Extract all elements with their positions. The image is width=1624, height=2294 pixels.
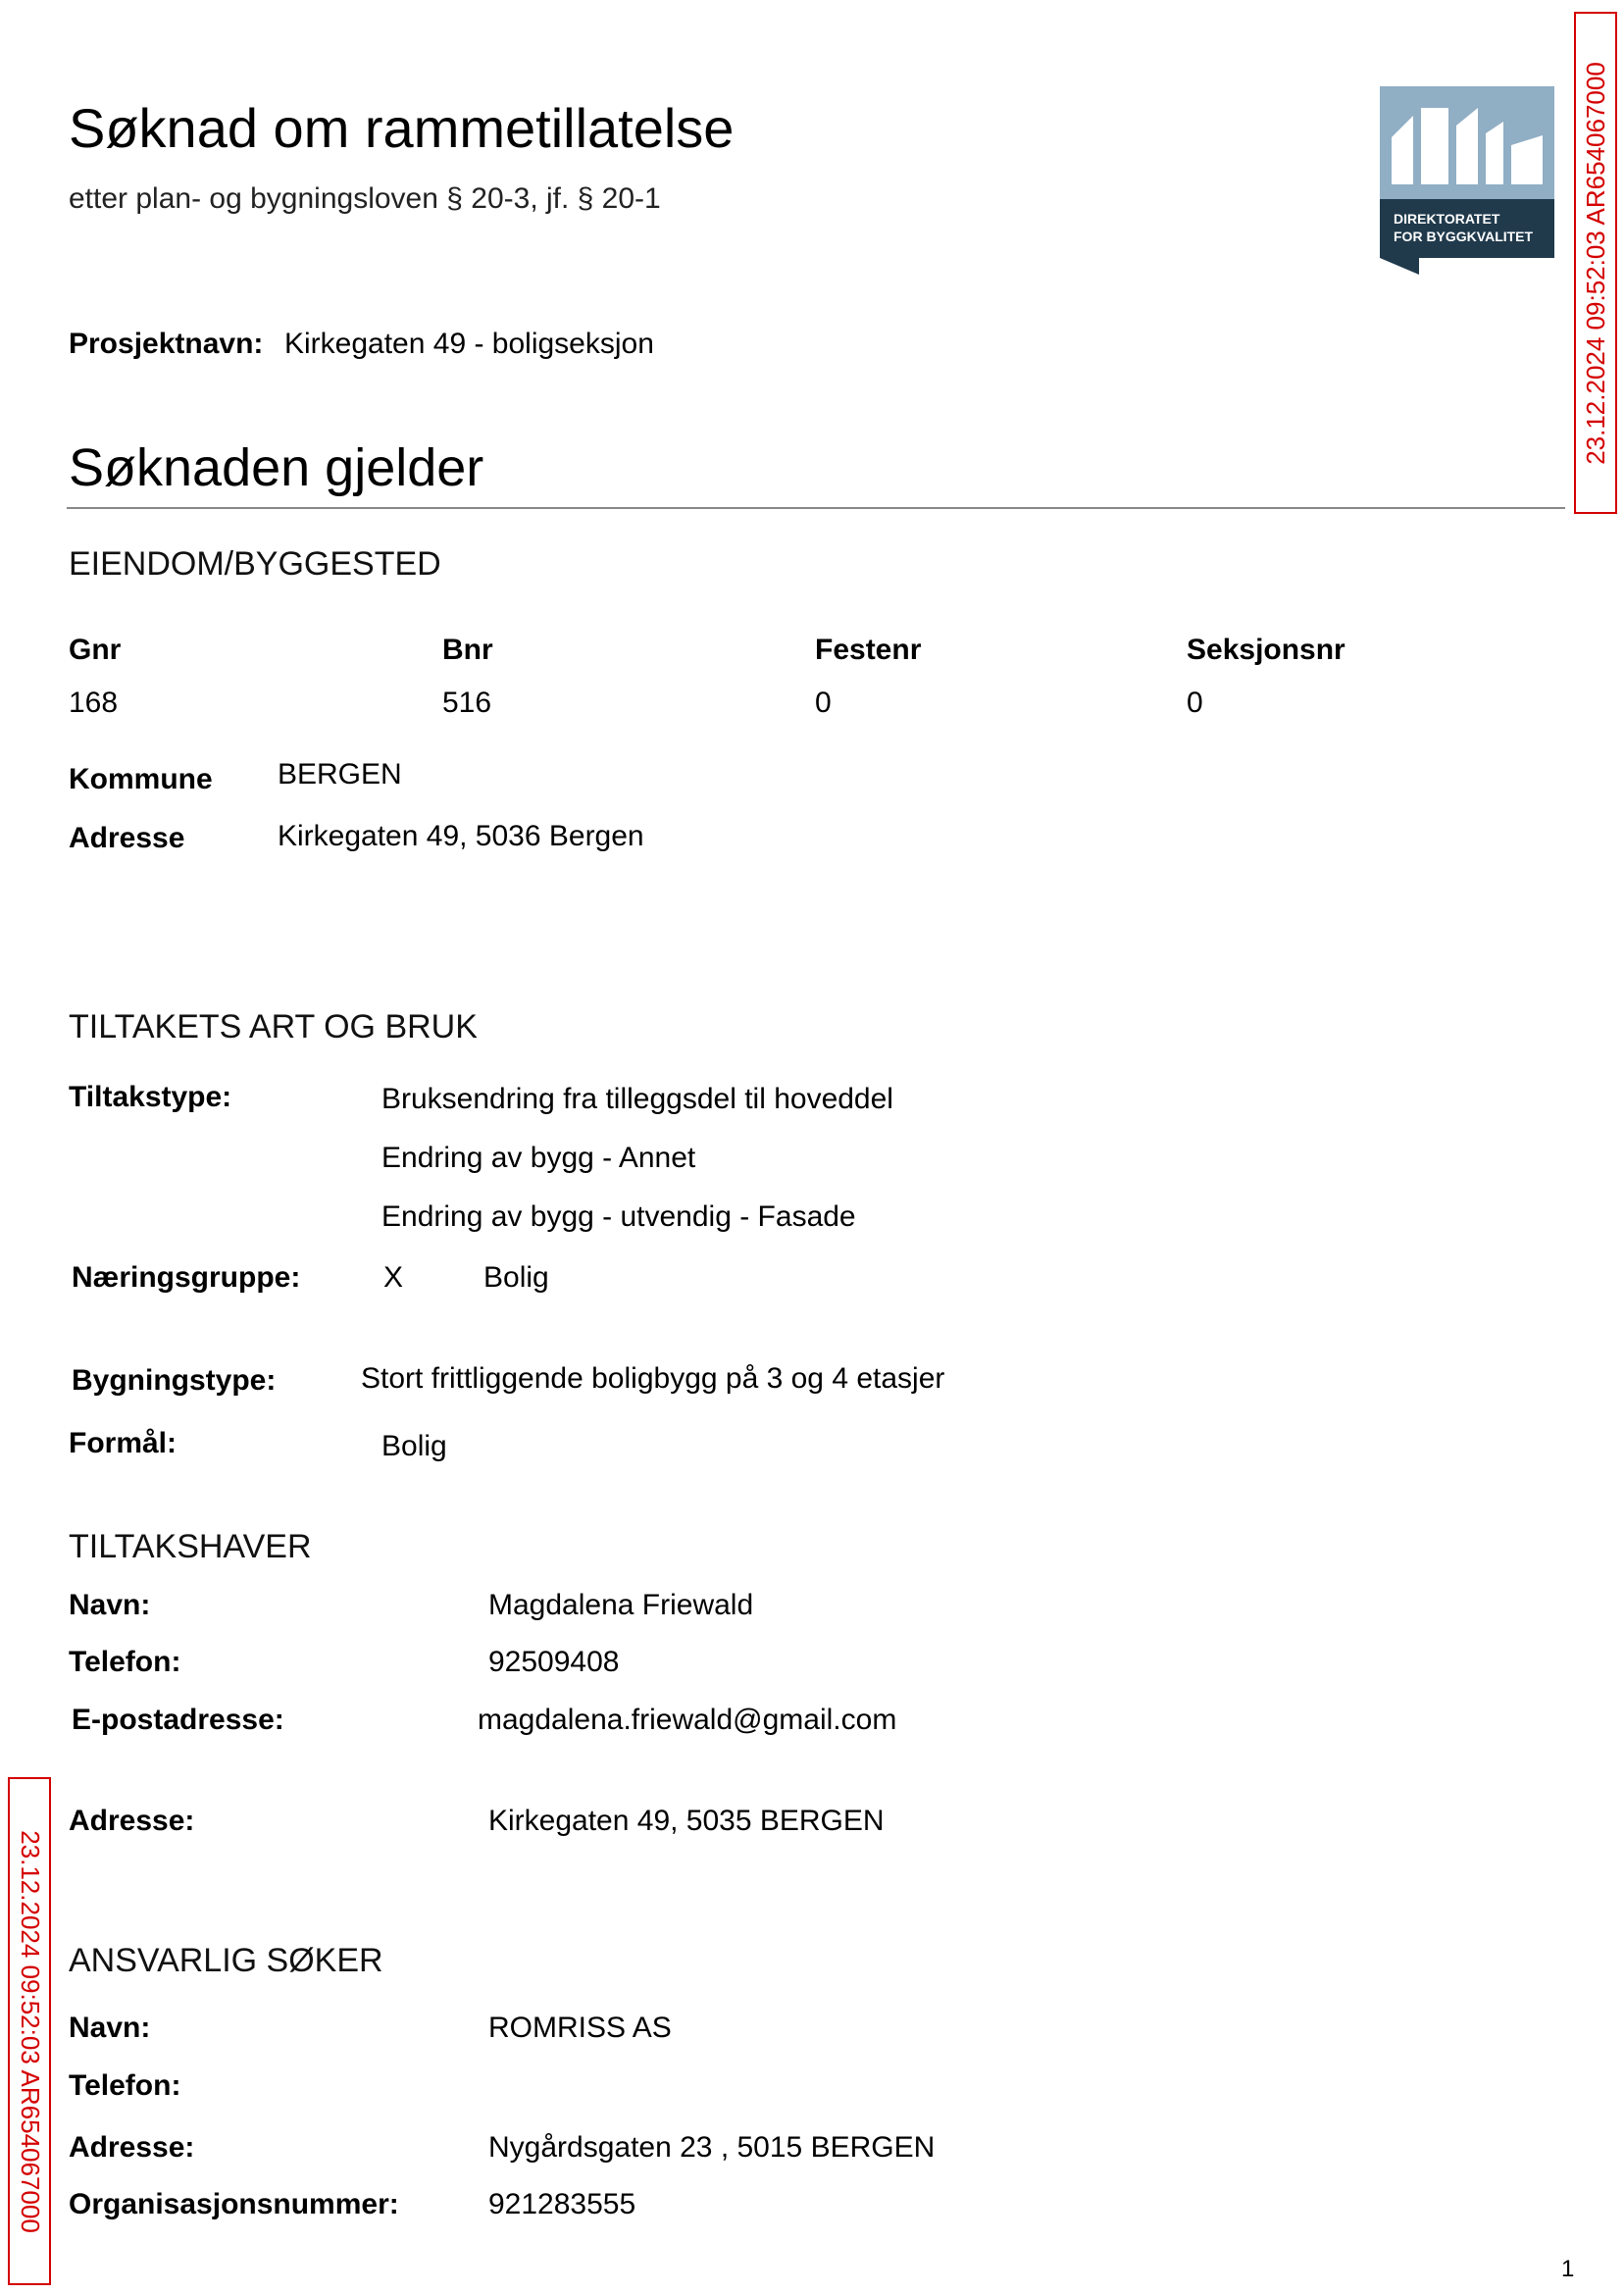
kommune-value: BERGEN	[278, 758, 402, 790]
adresse-value: Kirkegaten 49, 5036 Bergen	[278, 820, 644, 852]
logo-line2: FOR BYGGKVALITET	[1394, 229, 1534, 244]
receipt-stamp-text: 23.12.2024 09:52:03 AR654067000	[15, 1829, 45, 2233]
tiltakshaver-adresse-label: Adresse:	[69, 1805, 195, 1837]
tiltakstype-item: Endring av bygg - utvendig - Fasade	[381, 1200, 856, 1233]
section-divider	[67, 507, 1565, 509]
gnr-value: 168	[69, 687, 119, 719]
bygningstype-value: Stort frittliggende boligbygg på 3 og 4 etasjer	[361, 1362, 945, 1395]
bnr-label: Bnr	[442, 634, 493, 666]
organisasjonsnummer-label: Organisasjonsnummer:	[69, 2188, 399, 2220]
tiltakshaver-heading: TILTAKSHAVER	[69, 1528, 312, 1565]
page-number: 1	[1561, 2256, 1575, 2282]
tiltak-heading: TILTAKETS ART OG BRUK	[69, 1008, 478, 1045]
festenr-label: Festenr	[815, 634, 922, 666]
project-name-value: Kirkegaten 49 - boligseksjon	[284, 328, 654, 360]
receipt-stamp-top	[1574, 12, 1617, 514]
soker-adresse-label: Adresse:	[69, 2131, 195, 2164]
tiltakstype-label: Tiltakstype:	[69, 1081, 232, 1113]
seksjonsnr-value: 0	[1187, 687, 1203, 719]
bnr-value: 516	[442, 687, 492, 719]
naeringsgruppe-value: Bolig	[483, 1261, 549, 1294]
organisasjonsnummer-value: 921283555	[488, 2188, 636, 2220]
document-subtitle: etter plan- og bygningsloven § 20-3, jf. § 20-1	[69, 182, 661, 215]
section-heading: Søknaden gjelder	[69, 438, 484, 497]
tiltakshaver-adresse-value: Kirkegaten 49, 5035 BERGEN	[488, 1805, 885, 1837]
formal-value: Bolig	[381, 1430, 447, 1462]
naeringsgruppe-label: Næringsgruppe:	[72, 1261, 301, 1294]
tiltakshaver-telefon-label: Telefon:	[69, 1646, 181, 1678]
soker-telefon-label: Telefon:	[69, 2069, 181, 2102]
eiendom-heading: EIENDOM/BYGGESTED	[69, 545, 441, 583]
receipt-stamp-text: 23.12.2024 09:52:03 AR654067000	[1580, 61, 1610, 465]
soker-navn-label: Navn:	[69, 2012, 151, 2044]
soker-navn-value: ROMRISS AS	[488, 2012, 672, 2044]
logo-line1: DIREKTORATET	[1394, 211, 1500, 227]
bygningstype-label: Bygningstype:	[72, 1364, 277, 1397]
tiltakstype-item: Bruksendring fra tilleggsdel til hoveddel	[381, 1083, 893, 1115]
festenr-value: 0	[815, 687, 832, 719]
receipt-stamp-bottom	[8, 1777, 51, 2285]
tiltakshaver-epost-label: E-postadresse:	[72, 1704, 284, 1736]
project-name-label: Prosjektnavn:	[69, 328, 264, 360]
naeringsgruppe-code: X	[383, 1261, 404, 1294]
tiltakshaver-navn-value: Magdalena Friewald	[488, 1589, 754, 1621]
document-title: Søknad om rammetillatelse	[69, 97, 735, 159]
kommune-label: Kommune	[69, 763, 213, 795]
tiltakshaver-epost-value: magdalena.friewald@gmail.com	[478, 1704, 897, 1736]
soker-adresse-value: Nygårdsgaten 23 , 5015 BERGEN	[488, 2131, 936, 2164]
ansvarlig-soker-heading: ANSVARLIG SØKER	[69, 1942, 383, 1979]
dibk-logo-icon	[1380, 86, 1554, 275]
seksjonsnr-label: Seksjonsnr	[1187, 634, 1345, 666]
gnr-label: Gnr	[69, 634, 122, 666]
tiltakshaver-telefon-value: 92509408	[488, 1646, 620, 1678]
dibk-logo	[1380, 86, 1554, 275]
tiltakshaver-navn-label: Navn:	[69, 1589, 151, 1621]
adresse-label: Adresse	[69, 822, 185, 854]
tiltakstype-item: Endring av bygg - Annet	[381, 1142, 696, 1174]
formal-label: Formål:	[69, 1427, 178, 1459]
